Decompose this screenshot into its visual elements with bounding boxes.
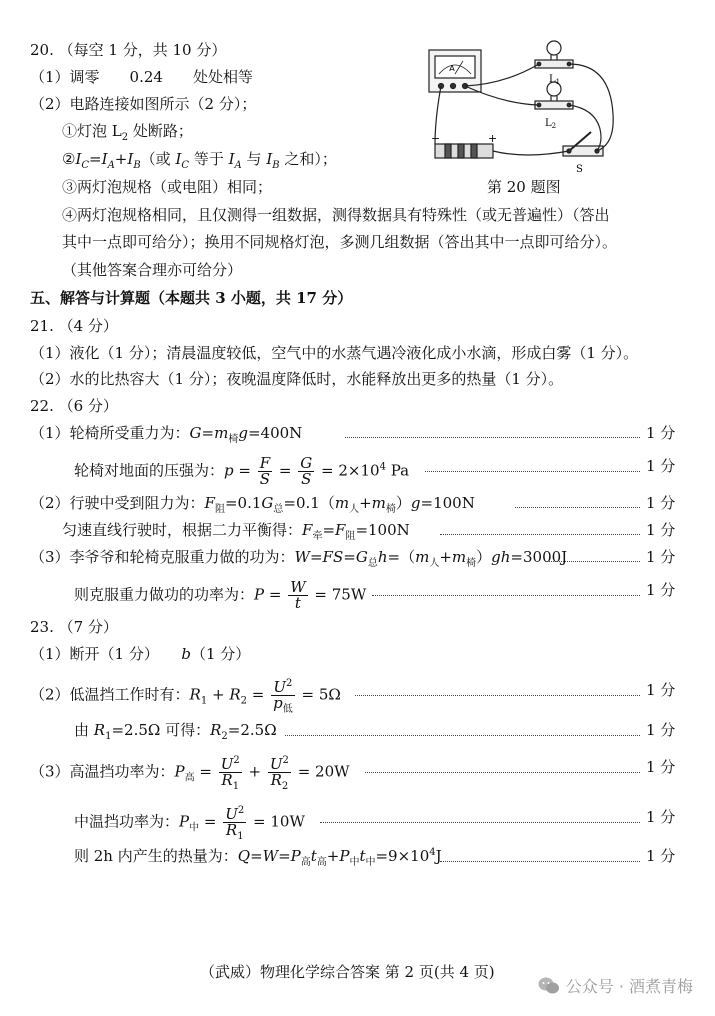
leader-dots [365, 772, 640, 773]
q21-part1: （1）液化（1 分）；清晨温度较低，空气中的水蒸气遇冷液化成小水滴，形成白雾（1 分）。 [30, 344, 639, 362]
figure-caption: 第 20 题图 [487, 178, 561, 196]
q20-answer3: ③两灯泡规格（或电阻）相同； [62, 178, 273, 196]
battery [435, 144, 493, 158]
q22-part2-resistance: （2）行驶中受到阻力为：$F_阻=0.1G_总=0.1(m_人+m_椅)g=100N$ [30, 494, 475, 515]
q20-part1: （1）调零 0.24 处处相等 [30, 68, 253, 86]
page-footer: （武威）物理化学综合答案 第 2 页(共 4 页) [200, 963, 495, 981]
wechat-icon [538, 976, 560, 996]
q22-part1-gravity: （1）轮椅所受重力为：$G=m_椅g=400N$ [30, 424, 303, 445]
bulb-l2 [535, 82, 573, 109]
score: 1 分 [646, 808, 676, 826]
q23-part1: （1）断开（1 分） b（1 分） [30, 645, 251, 663]
q21-heading: 21. （4 分） [30, 317, 118, 335]
l1-label: $L_1$ [549, 74, 561, 86]
ammeter-label: A [449, 64, 455, 73]
q20-heading: 20. （每空 1 分，共 10 分） [30, 41, 227, 59]
q23-heading: 23. （7 分） [30, 618, 118, 636]
score: 1 分 [646, 424, 676, 442]
score: 1 分 [646, 494, 676, 512]
q23-part3-heat: 则 2h 内产生的热量为：$Q=W=P_高t_高+P_中t_中=9\times 10^4J$ [74, 847, 442, 868]
leader-dots [515, 507, 640, 508]
bulb-l1 [535, 41, 573, 68]
q22-part3-power: 则克服重力做功的功率为：P = $\frac{W}{t}$ = 75W [74, 578, 367, 612]
q23-part3-high: （3）高温挡功率为：$P_高$ = $\frac{U^2}{R_1}$ + $\frac{U^2}{R_2}$ = 20W [30, 755, 350, 792]
q23-part2-low: （2）低温挡工作时有：$R_1 + R_2$ = $\frac{U^2}{p_低}$ = 5Ω [30, 678, 341, 715]
leader-dots [320, 822, 640, 823]
q23-part2-r2: 由 $R_1=2.5\Omega$ 可得：$R_2=2.5\Omega$ [74, 721, 277, 742]
leader-dots [440, 534, 640, 535]
q20-part2: （2）电路连接如图所示（2 分）； [30, 95, 257, 113]
q20-answer2: $②I_C=I_A+I_B$（或 $I_C$ 等于 $I_A$ 与 $I_B$ 之和）； [62, 150, 337, 171]
q20-answer1: ①灯泡 $L_2$ 处断路； [62, 122, 193, 143]
circuit-diagram [425, 34, 630, 184]
score: 1 分 [646, 521, 676, 539]
leader-dots [355, 695, 640, 696]
q21-part2: （2）水的比热容大（1 分）；夜晚温度降低时，水能释放出更多的热量（1 分）。 [30, 370, 564, 388]
q20-answer4-line2: 其中一点即可给分）；换用不同规格灯泡，多测几组数据（答出其中一点即可给分）。 [62, 233, 618, 251]
q22-part2-balance: 匀速直线行驶时，根据二力平衡得：$F_牵=F_阻=100N$ [62, 521, 410, 542]
q20-answer4-line1: ④两灯泡规格相同，且仅测得一组数据，测得数据具有特殊性（或无普遍性）（答出 [62, 206, 610, 224]
score: 1 分 [646, 847, 676, 865]
q22-part3-work: （3）李爷爷和轮椅克服重力做的功为：$W=FS=G_总h=(m_人+m_椅)gh=3000J$ [30, 548, 568, 569]
q20-note: （其他答案合理亦可给分） [62, 261, 243, 279]
leader-dots [545, 561, 640, 562]
leader-dots [425, 471, 640, 472]
leader-dots [345, 437, 640, 438]
score: 1 分 [646, 758, 676, 776]
q23-part3-medium: 中温挡功率为：$P_中$ = $\frac{U^2}{R_1}$ = 10W [74, 805, 305, 842]
l2-label: $L_2$ [545, 118, 557, 130]
leader-dots [285, 735, 640, 736]
leader-dots [372, 595, 640, 596]
score: 1 分 [646, 581, 676, 599]
switch-label: S [576, 164, 583, 175]
battery-plus: + [488, 132, 498, 145]
q22-part1-pressure: 轮椅对地面的压强为：p = $\frac{F}{S}$ = $\frac{G}{S}$ = $2\times 10^4$ Pa [74, 454, 410, 488]
score: 1 分 [646, 457, 676, 475]
score: 1 分 [646, 548, 676, 566]
section-heading: 五、解答与计算题（本题共 3 小题，共 17 分） [30, 289, 353, 307]
q22-heading: 22. （6 分） [30, 397, 118, 415]
switch [563, 132, 603, 156]
watermark: 公众号 · 酒煮青梅 [538, 974, 693, 997]
battery-minus: − [431, 132, 441, 145]
score: 1 分 [646, 721, 676, 739]
score: 1 分 [646, 681, 676, 699]
leader-dots [440, 861, 640, 862]
